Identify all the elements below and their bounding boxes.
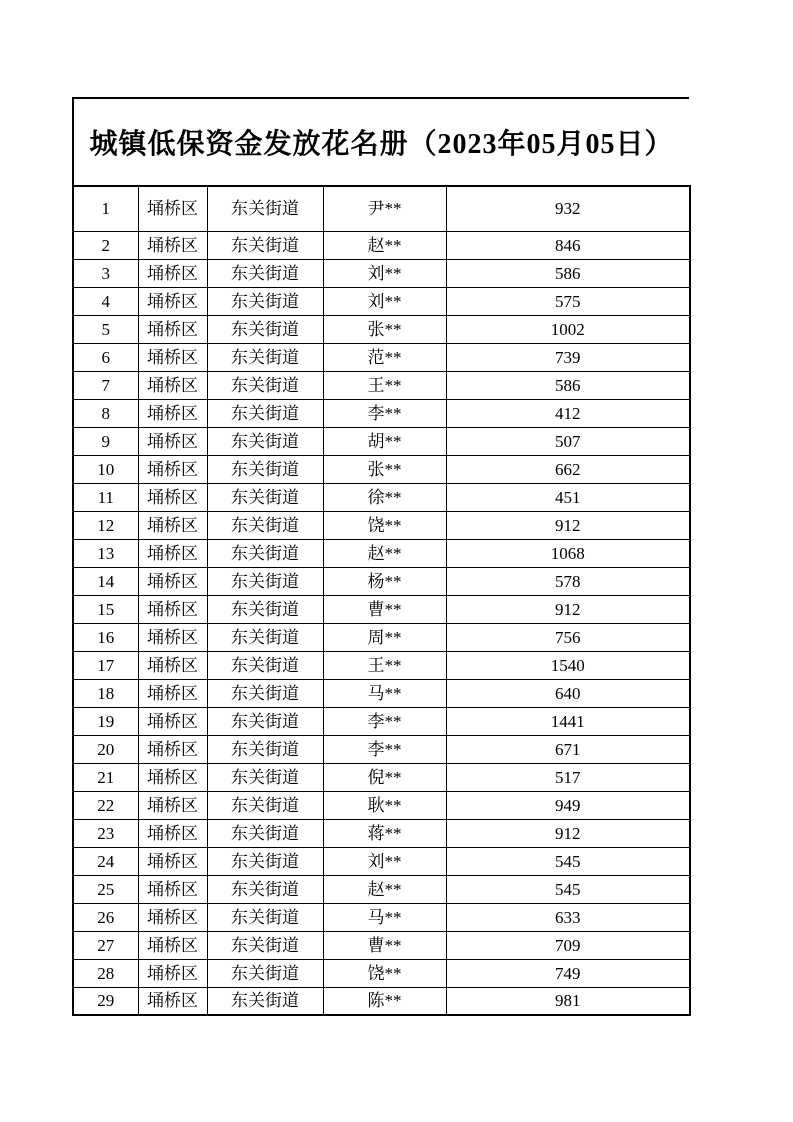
district-cell: 埇桥区 (138, 707, 207, 735)
name-cell: 张** (323, 455, 446, 483)
district-cell: 埇桥区 (138, 791, 207, 819)
district-cell: 埇桥区 (138, 903, 207, 931)
amount-cell: 412 (446, 399, 690, 427)
district-cell: 埇桥区 (138, 371, 207, 399)
street-cell: 东关街道 (207, 455, 323, 483)
amount-cell: 1540 (446, 651, 690, 679)
district-cell: 埇桥区 (138, 679, 207, 707)
street-cell: 东关街道 (207, 819, 323, 847)
name-cell: 刘** (323, 847, 446, 875)
row-number-cell: 11 (73, 483, 138, 511)
street-cell: 东关街道 (207, 231, 323, 259)
district-cell: 埇桥区 (138, 819, 207, 847)
name-cell: 赵** (323, 231, 446, 259)
amount-cell: 640 (446, 679, 690, 707)
name-cell: 马** (323, 903, 446, 931)
row-number-cell: 3 (73, 259, 138, 287)
street-cell: 东关街道 (207, 595, 323, 623)
amount-cell: 545 (446, 847, 690, 875)
title-block (72, 97, 689, 185)
amount-cell: 545 (446, 875, 690, 903)
district-cell: 埇桥区 (138, 343, 207, 371)
row-number-cell: 1 (73, 186, 138, 231)
district-cell: 埇桥区 (138, 287, 207, 315)
amount-cell: 709 (446, 931, 690, 959)
name-cell: 蒋** (323, 819, 446, 847)
name-cell: 刘** (323, 259, 446, 287)
name-cell: 周** (323, 623, 446, 651)
district-cell: 埇桥区 (138, 595, 207, 623)
table-row (73, 875, 690, 903)
amount-cell: 517 (446, 763, 690, 791)
row-number-cell: 25 (73, 875, 138, 903)
name-cell: 尹** (323, 186, 446, 231)
district-cell: 埇桥区 (138, 231, 207, 259)
row-number-cell: 5 (73, 315, 138, 343)
row-number-cell: 28 (73, 959, 138, 987)
table-row (73, 623, 690, 651)
amount-cell: 586 (446, 259, 690, 287)
district-cell: 埇桥区 (138, 483, 207, 511)
table-row (73, 735, 690, 763)
row-number-cell: 20 (73, 735, 138, 763)
district-cell: 埇桥区 (138, 847, 207, 875)
street-cell: 东关街道 (207, 791, 323, 819)
street-cell: 东关街道 (207, 707, 323, 735)
row-number-cell: 27 (73, 931, 138, 959)
street-cell: 东关街道 (207, 483, 323, 511)
street-cell: 东关街道 (207, 679, 323, 707)
district-cell: 埇桥区 (138, 259, 207, 287)
table-row (73, 539, 690, 567)
district-cell: 埇桥区 (138, 539, 207, 567)
street-cell: 东关街道 (207, 987, 323, 1015)
table-row (73, 763, 690, 791)
name-cell: 李** (323, 735, 446, 763)
table-row (73, 847, 690, 875)
name-cell: 王** (323, 651, 446, 679)
row-number-cell: 4 (73, 287, 138, 315)
street-cell: 东关街道 (207, 287, 323, 315)
district-cell: 埇桥区 (138, 987, 207, 1015)
street-cell: 东关街道 (207, 651, 323, 679)
street-cell: 东关街道 (207, 427, 323, 455)
name-cell: 徐** (323, 483, 446, 511)
table-row (73, 679, 690, 707)
table-row (73, 371, 690, 399)
district-cell: 埇桥区 (138, 875, 207, 903)
roster-table-body (73, 186, 690, 1015)
row-number-cell: 23 (73, 819, 138, 847)
street-cell: 东关街道 (207, 343, 323, 371)
name-cell: 李** (323, 707, 446, 735)
table-row (73, 707, 690, 735)
district-cell: 埇桥区 (138, 186, 207, 231)
table-row (73, 231, 690, 259)
row-number-cell: 14 (73, 567, 138, 595)
street-cell: 东关街道 (207, 315, 323, 343)
table-row (73, 651, 690, 679)
table-row (73, 343, 690, 371)
street-cell: 东关街道 (207, 903, 323, 931)
name-cell: 饶** (323, 959, 446, 987)
row-number-cell: 15 (73, 595, 138, 623)
table-row (73, 987, 690, 1015)
name-cell: 饶** (323, 511, 446, 539)
district-cell: 埇桥区 (138, 567, 207, 595)
row-number-cell: 9 (73, 427, 138, 455)
table-row (73, 427, 690, 455)
name-cell: 刘** (323, 287, 446, 315)
row-number-cell: 12 (73, 511, 138, 539)
table-row (73, 819, 690, 847)
district-cell: 埇桥区 (138, 931, 207, 959)
amount-cell: 671 (446, 735, 690, 763)
name-cell: 胡** (323, 427, 446, 455)
district-cell: 埇桥区 (138, 399, 207, 427)
amount-cell: 1068 (446, 539, 690, 567)
district-cell: 埇桥区 (138, 959, 207, 987)
table-row (73, 287, 690, 315)
amount-cell: 912 (446, 511, 690, 539)
table-row (73, 931, 690, 959)
street-cell: 东关街道 (207, 539, 323, 567)
street-cell: 东关街道 (207, 511, 323, 539)
district-cell: 埇桥区 (138, 511, 207, 539)
street-cell: 东关街道 (207, 371, 323, 399)
row-number-cell: 8 (73, 399, 138, 427)
row-number-cell: 18 (73, 679, 138, 707)
street-cell: 东关街道 (207, 735, 323, 763)
row-number-cell: 7 (73, 371, 138, 399)
page-title: 城镇低保资金发放花名册（2023年05月05日） (89, 129, 674, 160)
district-cell: 埇桥区 (138, 427, 207, 455)
name-cell: 曹** (323, 595, 446, 623)
amount-cell: 949 (446, 791, 690, 819)
table-row (73, 595, 690, 623)
table-row (73, 567, 690, 595)
street-cell: 东关街道 (207, 399, 323, 427)
amount-cell: 586 (446, 371, 690, 399)
name-cell: 马** (323, 679, 446, 707)
district-cell: 埇桥区 (138, 735, 207, 763)
table-row (73, 399, 690, 427)
row-number-cell: 6 (73, 343, 138, 371)
row-number-cell: 26 (73, 903, 138, 931)
name-cell: 耿** (323, 791, 446, 819)
table-row (73, 259, 690, 287)
district-cell: 埇桥区 (138, 623, 207, 651)
row-number-cell: 10 (73, 455, 138, 483)
amount-cell: 749 (446, 959, 690, 987)
name-cell: 陈** (323, 987, 446, 1015)
row-number-cell: 29 (73, 987, 138, 1015)
amount-cell: 1002 (446, 315, 690, 343)
district-cell: 埇桥区 (138, 651, 207, 679)
row-number-cell: 16 (73, 623, 138, 651)
table-row (73, 186, 690, 231)
amount-cell: 756 (446, 623, 690, 651)
table-row (73, 315, 690, 343)
roster-table (72, 185, 691, 1016)
street-cell: 东关街道 (207, 763, 323, 791)
row-number-cell: 19 (73, 707, 138, 735)
amount-cell: 846 (446, 231, 690, 259)
district-cell: 埇桥区 (138, 763, 207, 791)
amount-cell: 662 (446, 455, 690, 483)
name-cell: 王** (323, 371, 446, 399)
table-row (73, 959, 690, 987)
table-row (73, 511, 690, 539)
name-cell: 曹** (323, 931, 446, 959)
amount-cell: 633 (446, 903, 690, 931)
row-number-cell: 22 (73, 791, 138, 819)
amount-cell: 912 (446, 595, 690, 623)
street-cell: 东关街道 (207, 875, 323, 903)
street-cell: 东关街道 (207, 623, 323, 651)
name-cell: 张** (323, 315, 446, 343)
row-number-cell: 13 (73, 539, 138, 567)
table-row (73, 483, 690, 511)
name-cell: 赵** (323, 539, 446, 567)
row-number-cell: 17 (73, 651, 138, 679)
amount-cell: 932 (446, 186, 690, 231)
street-cell: 东关街道 (207, 567, 323, 595)
street-cell: 东关街道 (207, 186, 323, 231)
amount-cell: 981 (446, 987, 690, 1015)
street-cell: 东关街道 (207, 847, 323, 875)
amount-cell: 1441 (446, 707, 690, 735)
name-cell: 赵** (323, 875, 446, 903)
row-number-cell: 24 (73, 847, 138, 875)
name-cell: 杨** (323, 567, 446, 595)
table-row (73, 903, 690, 931)
street-cell: 东关街道 (207, 259, 323, 287)
amount-cell: 575 (446, 287, 690, 315)
name-cell: 倪** (323, 763, 446, 791)
amount-cell: 578 (446, 567, 690, 595)
row-number-cell: 21 (73, 763, 138, 791)
table-row (73, 455, 690, 483)
row-number-cell: 2 (73, 231, 138, 259)
name-cell: 范** (323, 343, 446, 371)
name-cell: 李** (323, 399, 446, 427)
amount-cell: 507 (446, 427, 690, 455)
amount-cell: 451 (446, 483, 690, 511)
district-cell: 埇桥区 (138, 455, 207, 483)
amount-cell: 739 (446, 343, 690, 371)
table-row (73, 791, 690, 819)
street-cell: 东关街道 (207, 931, 323, 959)
street-cell: 东关街道 (207, 959, 323, 987)
amount-cell: 912 (446, 819, 690, 847)
district-cell: 埇桥区 (138, 315, 207, 343)
